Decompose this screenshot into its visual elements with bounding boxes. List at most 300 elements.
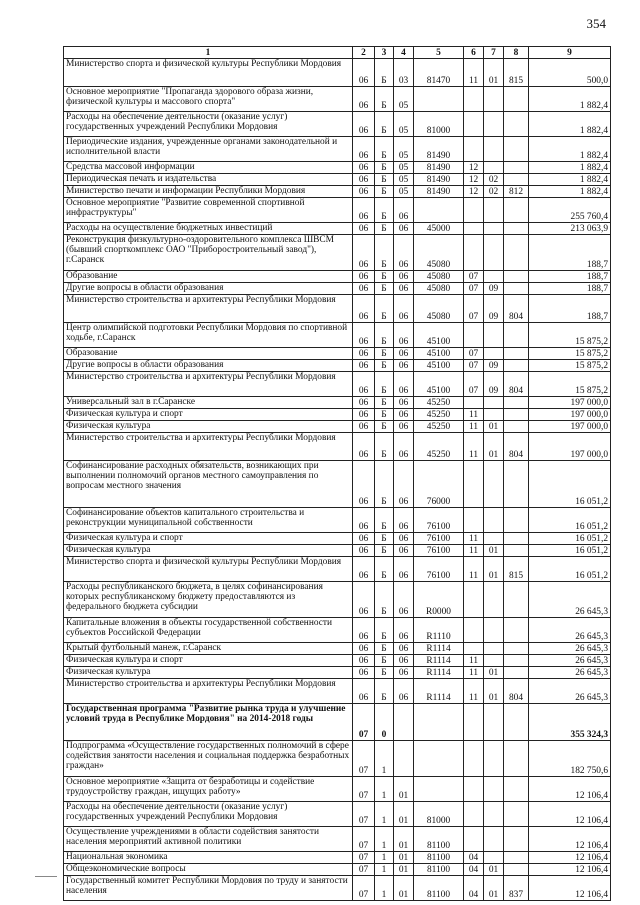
row-cell-c3: Б bbox=[375, 198, 394, 223]
row-cell-c4: 06 bbox=[394, 582, 414, 618]
row-cell-c8 bbox=[504, 704, 529, 741]
row-cell-c7 bbox=[484, 461, 504, 508]
row-cell-c8 bbox=[504, 271, 529, 283]
row-cell-c3: Б bbox=[375, 397, 394, 409]
row-cell-c6 bbox=[464, 461, 484, 508]
row-cell-c5: 45080 bbox=[414, 295, 464, 323]
row-cell-c4: 06 bbox=[394, 360, 414, 372]
row-cell-c9: 255 760,4 bbox=[529, 198, 611, 223]
row-cell-c9: 26 645,3 bbox=[529, 618, 611, 643]
row-name-cell: Основное мероприятие "Развитие современной спортивной инфраструктуры" bbox=[64, 198, 353, 223]
row-cell-c3: Б bbox=[375, 295, 394, 323]
row-cell-c3: Б bbox=[375, 360, 394, 372]
row-cell-c8 bbox=[504, 582, 529, 618]
row-name-cell: Расходы на обеспечение деятельности (оказание услуг) государственных учреждений Республики Мордовия bbox=[64, 802, 353, 827]
row-cell-c9: 15 875,2 bbox=[529, 348, 611, 360]
row-cell-c3: Б bbox=[375, 87, 394, 112]
table-row bbox=[64, 174, 611, 186]
row-cell-c5: 81000 bbox=[414, 112, 464, 137]
row-name-cell: Государственный комитет Республики Мордовия по труду и занятости населения bbox=[64, 876, 353, 901]
row-cell-c2: 06 bbox=[353, 372, 375, 397]
row-name-cell: Другие вопросы в области образования bbox=[64, 283, 353, 295]
row-cell-c2: 06 bbox=[353, 59, 375, 87]
row-cell-c8 bbox=[504, 618, 529, 643]
row-cell-c8 bbox=[504, 397, 529, 409]
row-cell-c5: 81490 bbox=[414, 174, 464, 186]
header-cell: 2 bbox=[353, 47, 375, 59]
row-cell-c3: 1 bbox=[375, 852, 394, 864]
budget-table bbox=[63, 46, 611, 901]
row-cell-c6 bbox=[464, 397, 484, 409]
row-cell-c8 bbox=[504, 348, 529, 360]
row-cell-c4: 05 bbox=[394, 87, 414, 112]
row-cell-c7 bbox=[484, 655, 504, 667]
row-name-cell: Национальная экономика bbox=[64, 852, 353, 864]
row-cell-c5 bbox=[414, 198, 464, 223]
row-cell-c2: 06 bbox=[353, 112, 375, 137]
row-cell-c6: 07 bbox=[464, 348, 484, 360]
row-cell-c3: 1 bbox=[375, 802, 394, 827]
row-cell-c2: 07 bbox=[353, 741, 375, 777]
row-name-cell: Периодические издания, учрежденные органами законодательной и исполнительной власти bbox=[64, 137, 353, 162]
table-row bbox=[64, 409, 611, 421]
row-name-cell: Государственная программа "Развитие рынка труда и улучшение условий труда в Республике Мордовия" на 2014-2018 годы bbox=[64, 704, 353, 741]
row-cell-c2: 06 bbox=[353, 360, 375, 372]
table-row bbox=[64, 667, 611, 679]
header-cell: 7 bbox=[484, 47, 504, 59]
row-cell-c6: 04 bbox=[464, 876, 484, 901]
row-cell-c3: Б bbox=[375, 433, 394, 461]
row-cell-c9: 12 106,4 bbox=[529, 802, 611, 827]
row-cell-c3: 0 bbox=[375, 704, 394, 741]
row-cell-c2: 07 bbox=[353, 777, 375, 802]
row-name-cell: Физическая культура и спорт bbox=[64, 533, 353, 545]
table-row bbox=[64, 852, 611, 864]
row-cell-c7 bbox=[484, 397, 504, 409]
row-cell-c3: Б bbox=[375, 348, 394, 360]
header-cell: 6 bbox=[464, 47, 484, 59]
row-cell-c8 bbox=[504, 87, 529, 112]
row-cell-c9: 15 875,2 bbox=[529, 323, 611, 348]
row-cell-c7 bbox=[484, 533, 504, 545]
row-cell-c2: 06 bbox=[353, 162, 375, 174]
row-cell-c6: 07 bbox=[464, 283, 484, 295]
row-cell-c2: 06 bbox=[353, 655, 375, 667]
row-cell-c7 bbox=[484, 271, 504, 283]
row-cell-c7 bbox=[484, 87, 504, 112]
row-cell-c5: 81100 bbox=[414, 827, 464, 852]
row-cell-c5: 81470 bbox=[414, 59, 464, 87]
row-cell-c4: 06 bbox=[394, 643, 414, 655]
row-name-cell: Министерство спорта и физической культуры Республики Мордовия bbox=[64, 557, 353, 582]
row-name-cell: Расходы на осуществление бюджетных инвестиций bbox=[64, 223, 353, 235]
row-cell-c8 bbox=[504, 655, 529, 667]
row-name-cell: Капитальные вложения в объекты государственной собственности субъектов Российской Федерации bbox=[64, 618, 353, 643]
row-cell-c7 bbox=[484, 508, 504, 533]
row-cell-c8 bbox=[504, 323, 529, 348]
table-row bbox=[64, 271, 611, 283]
table-row bbox=[64, 643, 611, 655]
row-cell-c5: 81100 bbox=[414, 876, 464, 901]
row-cell-c4: 01 bbox=[394, 827, 414, 852]
row-cell-c2: 06 bbox=[353, 679, 375, 704]
row-cell-c9: 16 051,2 bbox=[529, 461, 611, 508]
header-cell: 4 bbox=[394, 47, 414, 59]
row-cell-c7 bbox=[484, 741, 504, 777]
row-cell-c2: 06 bbox=[353, 421, 375, 433]
row-cell-c6 bbox=[464, 112, 484, 137]
row-cell-c3: Б bbox=[375, 283, 394, 295]
row-name-cell: Средства массовой информации bbox=[64, 162, 353, 174]
row-cell-c7 bbox=[484, 802, 504, 827]
row-cell-c4 bbox=[394, 741, 414, 777]
row-cell-c8: 815 bbox=[504, 59, 529, 87]
row-cell-c4: 06 bbox=[394, 533, 414, 545]
row-cell-c7 bbox=[484, 348, 504, 360]
table-row bbox=[64, 295, 611, 323]
row-cell-c9: 188,7 bbox=[529, 235, 611, 271]
row-cell-c3: 1 bbox=[375, 864, 394, 876]
table-row bbox=[64, 557, 611, 582]
row-name-cell: Министерство спорта и физической культуры Республики Мордовия bbox=[64, 59, 353, 87]
row-cell-c5: R0000 bbox=[414, 582, 464, 618]
row-cell-c7: 01 bbox=[484, 876, 504, 901]
row-cell-c8 bbox=[504, 777, 529, 802]
row-cell-c4: 06 bbox=[394, 323, 414, 348]
row-name-cell: Центр олимпийской подготовки Республики Мордовия по спортивной ходьбе, г.Саранск bbox=[64, 323, 353, 348]
row-cell-c2: 06 bbox=[353, 323, 375, 348]
row-cell-c2: 06 bbox=[353, 433, 375, 461]
row-cell-c7 bbox=[484, 235, 504, 271]
row-cell-c5: 45100 bbox=[414, 372, 464, 397]
row-cell-c5: 45250 bbox=[414, 409, 464, 421]
row-cell-c5: 76100 bbox=[414, 508, 464, 533]
row-cell-c3: 1 bbox=[375, 876, 394, 901]
row-cell-c6: 11 bbox=[464, 667, 484, 679]
row-cell-c8 bbox=[504, 643, 529, 655]
row-cell-c9: 213 063,9 bbox=[529, 223, 611, 235]
row-cell-c6: 07 bbox=[464, 271, 484, 283]
row-cell-c3: Б bbox=[375, 655, 394, 667]
row-cell-c8 bbox=[504, 508, 529, 533]
row-cell-c5: 45000 bbox=[414, 223, 464, 235]
row-name-cell: Софинансирование расходных обязательств, возникающих при выполнении полномочий органов местного самоуправления по вопросам местного значения bbox=[64, 461, 353, 508]
row-cell-c5: 81100 bbox=[414, 864, 464, 876]
row-cell-c7 bbox=[484, 704, 504, 741]
row-cell-c6: 11 bbox=[464, 655, 484, 667]
row-cell-c2: 06 bbox=[353, 557, 375, 582]
row-name-cell: Общеэкономические вопросы bbox=[64, 864, 353, 876]
row-cell-c9: 1 882,4 bbox=[529, 137, 611, 162]
row-cell-c2: 06 bbox=[353, 295, 375, 323]
row-cell-c9: 197 000,0 bbox=[529, 433, 611, 461]
row-cell-c5: 81490 bbox=[414, 162, 464, 174]
row-cell-c3: Б bbox=[375, 235, 394, 271]
row-cell-c3: Б bbox=[375, 372, 394, 397]
row-cell-c7 bbox=[484, 223, 504, 235]
row-cell-c7: 09 bbox=[484, 372, 504, 397]
row-cell-c7: 01 bbox=[484, 557, 504, 582]
row-cell-c3: Б bbox=[375, 112, 394, 137]
row-cell-c5: 76100 bbox=[414, 533, 464, 545]
row-cell-c2: 06 bbox=[353, 397, 375, 409]
row-cell-c3: Б bbox=[375, 137, 394, 162]
row-name-cell: Физическая культура bbox=[64, 667, 353, 679]
table-row bbox=[64, 372, 611, 397]
row-cell-c5: R1114 bbox=[414, 667, 464, 679]
row-cell-c4: 05 bbox=[394, 186, 414, 198]
row-cell-c9: 16 051,2 bbox=[529, 545, 611, 557]
row-cell-c3: Б bbox=[375, 679, 394, 704]
row-cell-c9: 197 000,0 bbox=[529, 421, 611, 433]
row-cell-c5: 76100 bbox=[414, 545, 464, 557]
row-cell-c7 bbox=[484, 618, 504, 643]
row-cell-c2: 06 bbox=[353, 87, 375, 112]
row-cell-c8: 804 bbox=[504, 679, 529, 704]
row-cell-c8: 804 bbox=[504, 433, 529, 461]
row-cell-c5 bbox=[414, 741, 464, 777]
row-cell-c9: 12 106,4 bbox=[529, 864, 611, 876]
row-cell-c8 bbox=[504, 461, 529, 508]
row-cell-c2: 06 bbox=[353, 137, 375, 162]
row-cell-c6: 11 bbox=[464, 421, 484, 433]
table-row bbox=[64, 421, 611, 433]
row-cell-c9: 26 645,3 bbox=[529, 582, 611, 618]
row-cell-c3: 1 bbox=[375, 827, 394, 852]
row-cell-c6 bbox=[464, 618, 484, 643]
table-row bbox=[64, 348, 611, 360]
row-cell-c5: R1114 bbox=[414, 679, 464, 704]
row-cell-c8 bbox=[504, 864, 529, 876]
row-cell-c3: Б bbox=[375, 186, 394, 198]
row-cell-c5: R1114 bbox=[414, 643, 464, 655]
row-cell-c6 bbox=[464, 802, 484, 827]
row-cell-c8 bbox=[504, 112, 529, 137]
row-cell-c9: 1 882,4 bbox=[529, 87, 611, 112]
row-cell-c5 bbox=[414, 777, 464, 802]
row-cell-c7: 09 bbox=[484, 283, 504, 295]
row-cell-c5: 76100 bbox=[414, 557, 464, 582]
row-name-cell: Физическая культура и спорт bbox=[64, 655, 353, 667]
row-cell-c9: 500,0 bbox=[529, 59, 611, 87]
row-cell-c5: 45100 bbox=[414, 323, 464, 348]
row-cell-c2: 06 bbox=[353, 409, 375, 421]
row-name-cell: Физическая культура и спорт bbox=[64, 409, 353, 421]
row-cell-c7: 01 bbox=[484, 59, 504, 87]
row-cell-c2: 06 bbox=[353, 174, 375, 186]
row-cell-c5: 45250 bbox=[414, 397, 464, 409]
table-row bbox=[64, 223, 611, 235]
row-name-cell: Софинансирование объектов капитального строительства и реконструкции муниципальной собственности bbox=[64, 508, 353, 533]
row-cell-c3: Б bbox=[375, 508, 394, 533]
row-cell-c6 bbox=[464, 741, 484, 777]
row-cell-c9: 182 750,6 bbox=[529, 741, 611, 777]
row-name-cell: Расходы республиканского бюджета, в целях софинансирования которых республиканскому бюджету предоставляются из федерального бюджета субсидии bbox=[64, 582, 353, 618]
row-cell-c4: 06 bbox=[394, 372, 414, 397]
row-cell-c7: 01 bbox=[484, 433, 504, 461]
row-name-cell: Министерство печати и информации Республики Мордовия bbox=[64, 186, 353, 198]
row-cell-c9: 26 645,3 bbox=[529, 655, 611, 667]
row-cell-c7 bbox=[484, 777, 504, 802]
row-cell-c8: 815 bbox=[504, 557, 529, 582]
row-cell-c2: 06 bbox=[353, 348, 375, 360]
header-cell: 5 bbox=[414, 47, 464, 59]
row-cell-c6 bbox=[464, 582, 484, 618]
row-cell-c5: 81490 bbox=[414, 137, 464, 162]
row-cell-c6: 04 bbox=[464, 852, 484, 864]
row-cell-c5: 45250 bbox=[414, 421, 464, 433]
row-cell-c8 bbox=[504, 421, 529, 433]
row-cell-c8 bbox=[504, 283, 529, 295]
row-cell-c8 bbox=[504, 223, 529, 235]
row-name-cell: Другие вопросы в области образования bbox=[64, 360, 353, 372]
row-cell-c9: 1 882,4 bbox=[529, 162, 611, 174]
row-cell-c2: 06 bbox=[353, 283, 375, 295]
table-row bbox=[64, 235, 611, 271]
row-cell-c7: 01 bbox=[484, 679, 504, 704]
row-cell-c3: Б bbox=[375, 223, 394, 235]
row-name-cell: Расходы на обеспечение деятельности (оказание услуг) государственных учреждений Республики Мордовия bbox=[64, 112, 353, 137]
row-cell-c2: 06 bbox=[353, 235, 375, 271]
row-cell-c4: 06 bbox=[394, 348, 414, 360]
table-row bbox=[64, 112, 611, 137]
row-cell-c3: Б bbox=[375, 323, 394, 348]
row-cell-c9: 12 106,4 bbox=[529, 777, 611, 802]
row-name-cell: Образование bbox=[64, 348, 353, 360]
row-cell-c4: 06 bbox=[394, 655, 414, 667]
row-cell-c2: 06 bbox=[353, 643, 375, 655]
row-cell-c9: 26 645,3 bbox=[529, 667, 611, 679]
row-cell-c9: 188,7 bbox=[529, 295, 611, 323]
table-row bbox=[64, 582, 611, 618]
row-cell-c7: 02 bbox=[484, 174, 504, 186]
row-cell-c7 bbox=[484, 582, 504, 618]
row-cell-c4: 06 bbox=[394, 433, 414, 461]
row-cell-c2: 06 bbox=[353, 198, 375, 223]
row-cell-c3: Б bbox=[375, 59, 394, 87]
row-cell-c6: 12 bbox=[464, 162, 484, 174]
row-cell-c4: 05 bbox=[394, 112, 414, 137]
row-cell-c7 bbox=[484, 112, 504, 137]
row-cell-c4: 06 bbox=[394, 235, 414, 271]
row-cell-c4: 05 bbox=[394, 137, 414, 162]
row-cell-c9: 1 882,4 bbox=[529, 174, 611, 186]
row-cell-c8: 812 bbox=[504, 186, 529, 198]
row-cell-c3: 1 bbox=[375, 777, 394, 802]
row-cell-c6 bbox=[464, 704, 484, 741]
row-cell-c8: 804 bbox=[504, 295, 529, 323]
row-cell-c4: 06 bbox=[394, 198, 414, 223]
row-cell-c9: 26 645,3 bbox=[529, 643, 611, 655]
row-cell-c8 bbox=[504, 667, 529, 679]
row-cell-c4: 01 bbox=[394, 876, 414, 901]
row-cell-c8 bbox=[504, 545, 529, 557]
row-cell-c6 bbox=[464, 508, 484, 533]
row-cell-c9: 197 000,0 bbox=[529, 397, 611, 409]
row-cell-c5: R1114 bbox=[414, 655, 464, 667]
row-cell-c6 bbox=[464, 827, 484, 852]
row-cell-c2: 06 bbox=[353, 618, 375, 643]
row-cell-c5: 45250 bbox=[414, 433, 464, 461]
row-cell-c9: 188,7 bbox=[529, 283, 611, 295]
row-cell-c8 bbox=[504, 198, 529, 223]
row-cell-c7: 02 bbox=[484, 186, 504, 198]
row-cell-c4: 06 bbox=[394, 679, 414, 704]
row-cell-c4: 06 bbox=[394, 421, 414, 433]
row-cell-c4: 06 bbox=[394, 667, 414, 679]
table-row bbox=[64, 461, 611, 508]
table-row bbox=[64, 777, 611, 802]
row-cell-c9: 16 051,2 bbox=[529, 557, 611, 582]
row-name-cell: Осуществление учреждениями в области содействия занятости населения мероприятий активной политики bbox=[64, 827, 353, 852]
row-cell-c8 bbox=[504, 533, 529, 545]
row-cell-c5: 81100 bbox=[414, 852, 464, 864]
row-cell-c3: Б bbox=[375, 162, 394, 174]
row-cell-c3: Б bbox=[375, 545, 394, 557]
row-cell-c7 bbox=[484, 198, 504, 223]
table-row bbox=[64, 323, 611, 348]
row-cell-c6: 04 bbox=[464, 864, 484, 876]
row-cell-c6: 12 bbox=[464, 174, 484, 186]
row-cell-c3: Б bbox=[375, 174, 394, 186]
row-name-cell: Министерство строительства и архитектуры Республики Мордовия bbox=[64, 295, 353, 323]
row-cell-c5: 45080 bbox=[414, 235, 464, 271]
row-cell-c6: 11 bbox=[464, 679, 484, 704]
table-row bbox=[64, 162, 611, 174]
table-row bbox=[64, 618, 611, 643]
row-cell-c8: 837 bbox=[504, 876, 529, 901]
row-cell-c6 bbox=[464, 643, 484, 655]
row-cell-c2: 06 bbox=[353, 582, 375, 618]
header-cell: 8 bbox=[504, 47, 529, 59]
row-cell-c2: 07 bbox=[353, 852, 375, 864]
row-name-cell: Основное мероприятие "Пропаганда здорового образа жизни, физической культуры и массового спорта" bbox=[64, 87, 353, 112]
row-cell-c3: Б bbox=[375, 461, 394, 508]
row-cell-c5: 45100 bbox=[414, 348, 464, 360]
row-cell-c6: 07 bbox=[464, 295, 484, 323]
header-cell: 9 bbox=[529, 47, 611, 59]
row-cell-c4: 05 bbox=[394, 174, 414, 186]
row-cell-c3: Б bbox=[375, 533, 394, 545]
table-row bbox=[64, 533, 611, 545]
row-cell-c9: 15 875,2 bbox=[529, 372, 611, 397]
row-cell-c2: 07 bbox=[353, 864, 375, 876]
row-cell-c2: 06 bbox=[353, 186, 375, 198]
table-row bbox=[64, 655, 611, 667]
row-cell-c5: 81490 bbox=[414, 186, 464, 198]
row-cell-c6 bbox=[464, 777, 484, 802]
row-cell-c3: Б bbox=[375, 409, 394, 421]
row-cell-c4: 01 bbox=[394, 864, 414, 876]
row-cell-c5: 81000 bbox=[414, 802, 464, 827]
row-cell-c9: 197 000,0 bbox=[529, 409, 611, 421]
row-cell-c2: 06 bbox=[353, 508, 375, 533]
row-cell-c2: 07 bbox=[353, 704, 375, 741]
table-row bbox=[64, 864, 611, 876]
row-cell-c9: 355 324,3 bbox=[529, 704, 611, 741]
row-name-cell: Универсальный зал в г.Саранске bbox=[64, 397, 353, 409]
row-cell-c6: 07 bbox=[464, 360, 484, 372]
row-cell-c6 bbox=[464, 137, 484, 162]
table-row bbox=[64, 545, 611, 557]
row-cell-c4: 01 bbox=[394, 777, 414, 802]
row-cell-c4: 01 bbox=[394, 802, 414, 827]
row-cell-c7: 01 bbox=[484, 545, 504, 557]
row-cell-c7 bbox=[484, 827, 504, 852]
row-name-cell: Министерство строительства и архитектуры Республики Мордовия bbox=[64, 372, 353, 397]
row-cell-c6: 11 bbox=[464, 557, 484, 582]
table-row bbox=[64, 397, 611, 409]
